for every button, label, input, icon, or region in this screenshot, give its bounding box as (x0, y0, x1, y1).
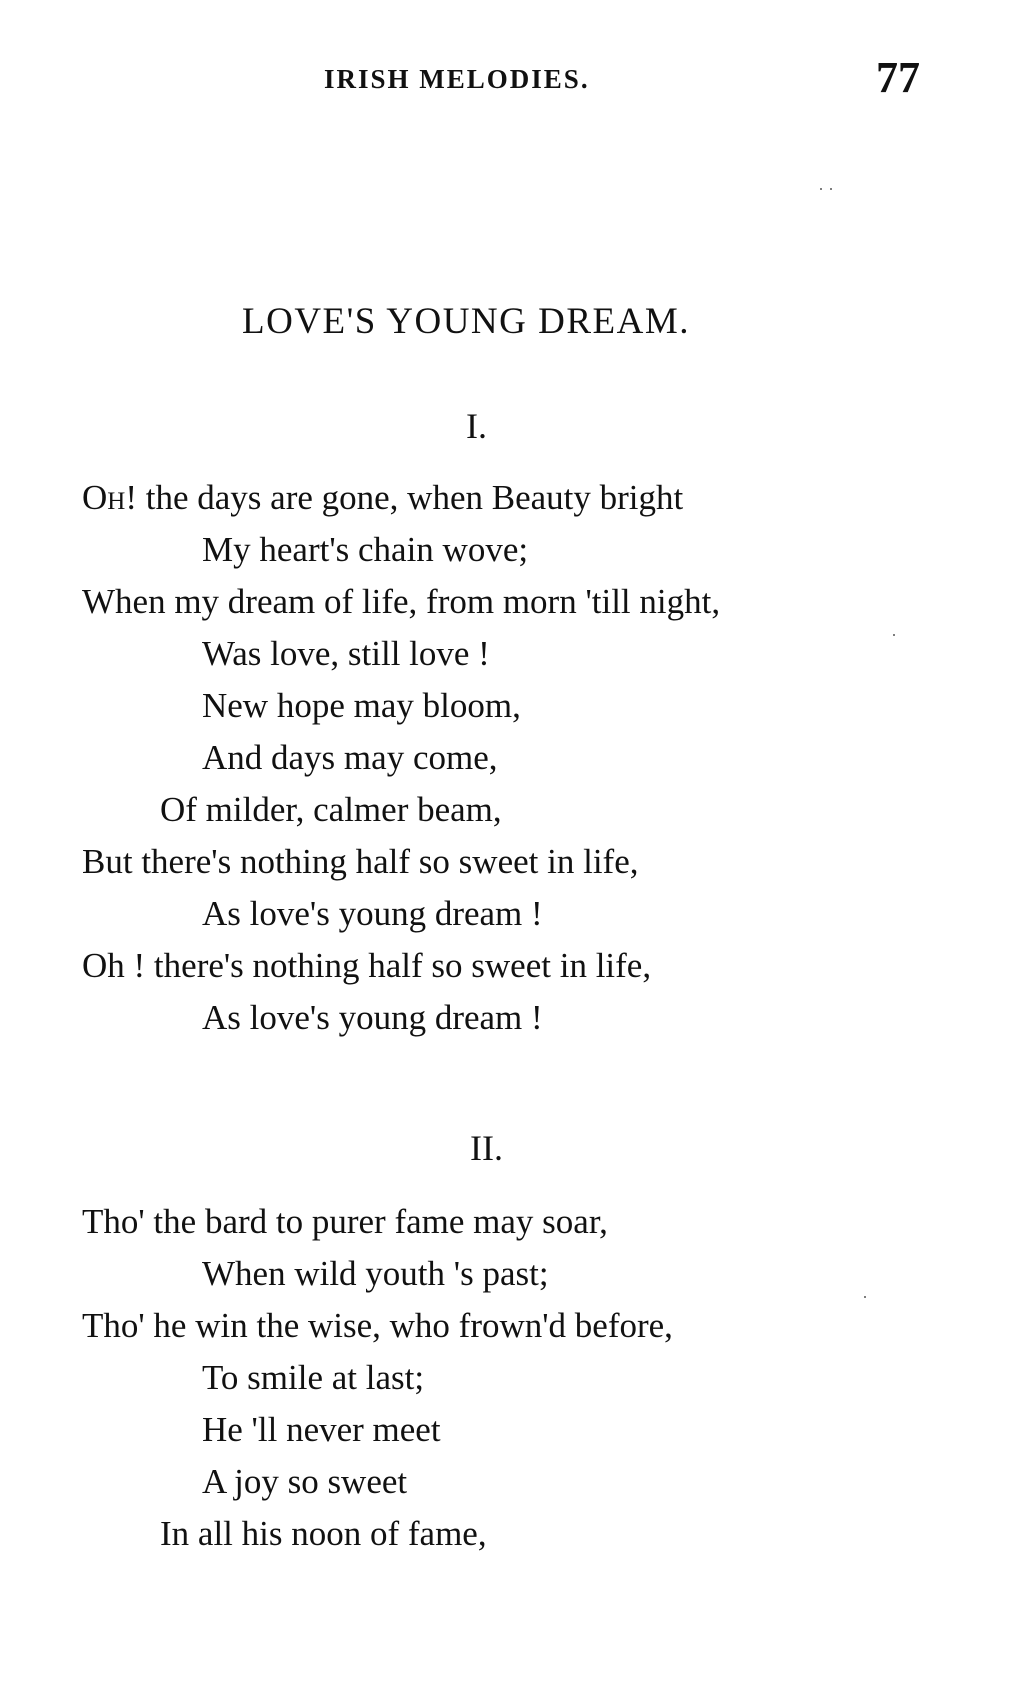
scan-speck (893, 634, 895, 636)
poem-line: As love's young dream ! (202, 998, 543, 1037)
poem-line-text: ! the days are gone, when Beauty bright (125, 478, 684, 517)
page-number: 77 (876, 53, 920, 102)
poem-title: LOVE'S YOUNG DREAM. (242, 301, 690, 342)
poem-line: When my dream of life, from morn 'till night, (82, 582, 721, 621)
poem-line: A joy so sweet (202, 1462, 408, 1501)
drop-word: Oh (82, 478, 126, 517)
stanza-number: I. (466, 406, 487, 446)
poem-line: But there's nothing half so sweet in life, (82, 842, 639, 881)
poem-line: My heart's chain wove; (202, 530, 529, 569)
poem-line: As love's young dream ! (202, 894, 543, 933)
running-head: IRISH MELODIES. (324, 64, 590, 94)
poem-line: To smile at last; (202, 1358, 425, 1397)
scan-speck (830, 188, 832, 190)
poem-line: Of milder, calmer beam, (160, 790, 502, 829)
stanza-number: II. (470, 1128, 503, 1168)
poem-line: In all his noon of fame, (160, 1514, 487, 1553)
poem-line: New hope may bloom, (202, 686, 521, 725)
poem-line (82, 480, 683, 515)
scan-speck (820, 188, 822, 190)
poem-line: He 'll never meet (202, 1410, 441, 1449)
poem-line: And days may come, (202, 738, 498, 777)
poem-line: Oh ! there's nothing half so sweet in life, (82, 946, 652, 985)
poem-line: Tho' he win the wise, who frown'd before, (82, 1306, 673, 1345)
poem-line: When wild youth 's past; (202, 1254, 549, 1293)
scan-speck (864, 1296, 866, 1298)
poem-line: Was love, still love ! (202, 634, 490, 673)
poem-line: Tho' the bard to purer fame may soar, (82, 1202, 608, 1241)
